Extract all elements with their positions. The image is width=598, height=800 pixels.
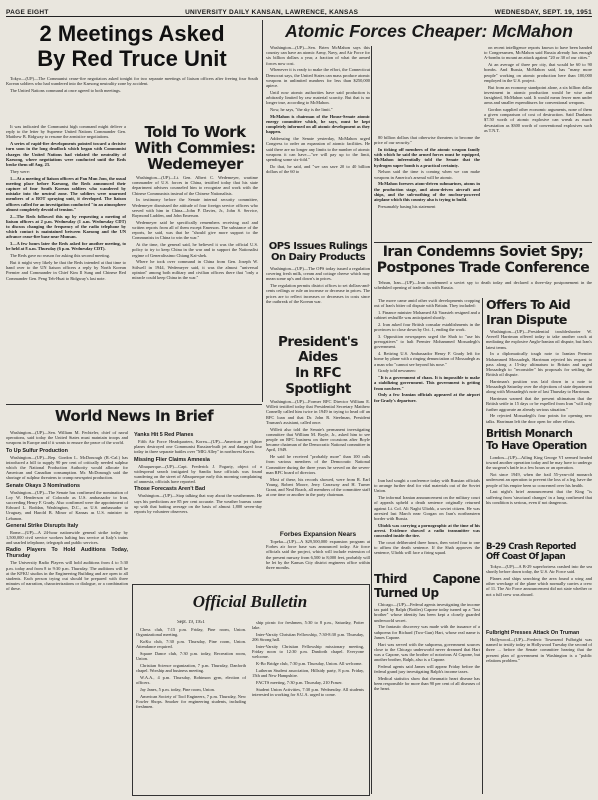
world-item-title: Senate Okays 3 Nominations	[6, 482, 80, 489]
ops-paragraph: Washington—(UP)—The OPS today issued a regulation covering fresh milk, cream and cottage cheese which may mean some up's and down's in prices.	[266, 266, 370, 282]
iran-paragraph: Grady told newsmen:	[378, 368, 416, 374]
offers-paragraph: Washington—(UP)—Presidential troubleshooter W. Averell Harriman offered today to take another crack at mediating the explosive Anglo-Iranian oil dispute, but Iran's latest terms.	[486, 329, 592, 350]
mcmahon-col-b	[374, 135, 480, 241]
world-news-col-a	[6, 430, 128, 794]
wedemeyer-headline-2: With Commies:	[134, 139, 256, 157]
capone-paragraph: Hart was served with the subpoena, government sources close to the Chicago underworld never dreamed that Hart was a Capone, was the brother of notorious Al Capone, but another brother, Ralph, also is a Capone.	[374, 641, 480, 663]
capone-paragraph: Chicago—(UP)—Federal agents investigating the income tax paid by Ralph (Bottles) Capone today turned up a "lost brother" whose identity has been kept a closely guarded underworld secret.	[374, 602, 480, 623]
world-item-text: Fifth Air Force Headquarters, Korea—(UP)—American jet fighter planes destroyed one Communist Russian-built jet and damaged four today in three separate battles over "MIG Alley" in northwest Korea.	[134, 439, 262, 455]
bulletin-item: Student Union Activities, 7:30 p.m. Wednesday. All students interested in working for S.U.A. urged to come.	[252, 686, 364, 697]
world-item-text: The University Radio Players will hold auditions from 4 to 5:30 p.m. today and from 8 to 9:30 p.m. Thursday. The auditions will be at the KFKU studios in the Engineering Building and are open to all students. Each person trying out should be prepared with three minutes of narration, characterizations or dialogue, or a combination of these.	[6, 560, 128, 592]
lead-paragraph: But it might very likely be that the Reds intended at that time to hand over to the UN liaison officers a reply by North Korean Premier and Commander in Chief Kim Il Sung and Chinese Red Commander Gen. Peng Teh-Huai to Ridgway's last note.	[6, 260, 126, 281]
offers-headline-2: Iran Dispute	[486, 312, 567, 327]
b29-paragraph: Planes and ships searching the area found a wing and other wreckage of the plane which normally carries a crew of 11. The Air Force announcement did not state whether or not a full crew was aboard.	[486, 576, 592, 597]
aides-story	[266, 335, 370, 515]
mcmahon-paragraph: Until now atomic authorities have said production is arbitrarily limited by raw material scarcity. But that is no longer true, according to McMahon.	[266, 89, 370, 106]
world-news-headline-box	[6, 406, 262, 428]
ops-paragraph: The regulation permits district offices to set dollars-and-cents ceilings or rule an increase or decrease in prices. The prices are to reflect increases or decreases in costs since the outbreak of the Korean war.	[266, 283, 370, 304]
wedemeyer-paragraph: In testimony before the Senate internal security committee, Wedemeyer dismissed the attitude of four foreign service officers who served with him in China—John P. Davies, Jr., John S. Service, Raymond Ludden, and John Emerson.	[132, 197, 258, 219]
mcmahon-paragraph: McMahon foresees atom-driven submarines, atoms in the production stage, and atom-driven aircraft and ships, and the sub-nothing of the nuclear-powered airplane which this country also is trying to build.	[374, 181, 480, 203]
world-item-text: Rome—(UP)—A 24-hour nationwide general strike today by 1,500,000 civil service workers halting bus service at Italy's trains and snarled telephone, telegraph and public services.	[6, 529, 128, 546]
capone-story	[374, 572, 480, 794]
column-rule	[482, 298, 483, 794]
world-item-text: Washington—(UP)—The Senate has confirmed the nomination of Loy W. Henderson of Colorado as U.S. ambassador to Iran, succeeding Henry F. Grady. Also confirmed were the appointment of Edward L. Roddan, Washington, D.C., as U.S. ambassador to Uruguay, and Harold B. Minor of Kansas as U.S. minister to Lebanon.	[6, 489, 128, 521]
bulletin-item: ship picnic for freshmen, 5:30 to 8 p.m., Saturday, Potter lake.	[252, 620, 364, 631]
forbes-story	[266, 530, 370, 588]
british-paragraph: Last night's brief announcement that the King "is suffering from 'structural changes' in a lung confirmed that his condition is serious, even if not dangerous.	[486, 489, 592, 505]
iran-paragraph: 2. Iran asked four British consular establishments in the provinces to close down by Oct. 1, ending the work.	[374, 322, 480, 333]
wedemeyer-paragraph: Where he took over command in China from Gen. Joseph W. Stilwell in 1944, Wedemeyer said, it was the almost "universal opinion" among both military and civilian officers there that "only a miracle could keep China in the war."	[132, 259, 258, 281]
mcmahon-paragraph: Now, he says, "the sky is the limit."	[270, 107, 333, 113]
bulletin-item: Inter-Varsity Christian Fellowship, 7:30-8:30 p.m. Thursday, 206 Strong hall.	[252, 632, 364, 643]
wedemeyer-paragraph: Wedemeyer said he specifically remembers receiving oral and written reports from all of them except Emerson. The substance of the reports, he said, was that he "should give more support to the Communists in China to win the war."	[132, 219, 258, 241]
bulletin-item: Christian Science organization, 7 p.m. Thursday, Danforth chapel. Worship and business meeting.	[136, 663, 246, 674]
mcmahon-paragraph: But from an economy standpoint alone, a six billion dollar investment in atomic production would be wise and farsighted, McMahon said. It would mean fewer men under arms and smaller expenditures for conventional weapons.	[484, 84, 592, 106]
forbes-headline: Forbes Expansion Nears	[279, 531, 357, 538]
wedemeyer-headline-3: Wedemeyer	[147, 155, 243, 173]
aides-headline-2: In RFC Spotlight	[285, 365, 351, 397]
aides-paragraph: Washington—(UP)—Former RFC Director William E. Willett testified today that Presidential Secretary Matthew Connelly called him twice in 1949 in trying to head off an RFC loan and that Dr. John R. Steelman, President Truman's assistant, called once.	[266, 399, 370, 425]
bulletin-item: Square Dance club, 7:30 p.m. today, Recreation room, Union.	[136, 651, 246, 662]
mcmahon-headline-box	[266, 20, 592, 44]
issue-date: WEDNESDAY, SEPT. 19, 1951	[494, 9, 592, 16]
iran-paragraph: Only a few Iranian officials appeared at the airport for Grady's departure.	[374, 392, 480, 403]
iran-paragraph: The court deliberated three hours, then voted four to one to affirm the death sentence. If the Shah approves the sentence, Ultobk will face a firing squad.	[374, 540, 480, 556]
bulletin-item: K-Bo Bridge club, 7:30 p.m. Thursday, Union. All welcome.	[256, 661, 363, 667]
offers-story	[486, 298, 592, 428]
lead-body-column	[6, 124, 126, 402]
iran-lead	[374, 280, 592, 298]
iran-paragraph: "It is a government of chaos. It is impossible to make a stabilizing government. This government is getting from nowhere."	[374, 375, 480, 391]
lead-paragraph: Tokyo—(UP)—The Communist cease-fire negotiators asked tonight for two separate meetings of liaison officers after freeing four South Korean soldiers who had wandered into the Kaesong neutrality zone by accident.	[6, 76, 258, 87]
iran-paragraph: 3. Opposition newspapers urged the Shah to "use his prerogatives" to halt Premier Mohammed Mossadegh's government.	[374, 334, 480, 350]
british-paragraph: London—(UP)—Ailing King George VI seemed headed toward another operation today and he may have to undergo the surgeon's knife in a few hours or an operation.	[486, 455, 592, 471]
mcmahon-paragraph: Do that, he said, and "we can save 20 to 40 billion dollars of the 60 to	[266, 163, 370, 175]
newspaper-name: UNIVERSITY DAILY KANSAN, LAWRENCE, KANSAS	[185, 9, 359, 16]
lead-headline-2: By Red Truce Unit	[37, 47, 227, 71]
mcmahon-col-c	[484, 45, 592, 241]
world-item-title: Missing Flier Claims Amnesia	[134, 456, 210, 463]
capone-paragraph: The fantastic discovery was made with the issuance of a subpoena for Richard (Two-Gun) Hart, whose real name is James Capone.	[374, 624, 480, 640]
lead-headline-1: 2 Meetings Asked	[39, 22, 225, 46]
iran-headline-1: Iran Condemns Soviet Spy;	[382, 244, 584, 260]
b29-headline-2: Off Coast Of Japan	[486, 552, 566, 562]
world-news-col-b	[134, 430, 262, 580]
iran-col-a	[374, 298, 480, 478]
mcmahon-paragraph: on recent intelligence reports known to have been handed to Congressmen, McMahon said Russia already has enough A-bombs to mount an attack against "20 or 30 of our cities."	[484, 45, 592, 61]
bulletin-date: Sept. 19, 1951	[177, 620, 205, 625]
world-item-text: Washington—(UP)—Stop talking that way about the weathermen. He says his predictions are 85 per cent accurate. The weather bureau came up with that batting average on the basis of almost 1,800 seven-day reports by volunteer observers.	[134, 493, 262, 515]
world-news-headline: World News In Brief	[54, 407, 214, 425]
offers-paragraph: In a diplomatically tough note to Iranian Premier Mohammed Mossadegh, Harriman rejected his request to pass along a 15-day ultimatum to Britain and urged Mossadegh to "reconsider" his proposals for settling the British oil dispute.	[486, 351, 592, 378]
wedemeyer-paragraph: At the time, the general said, he believed it was the official U.S. policy to try to keep China in the war and to support the Nationalist regime of Generalissimo Chiang Kai-shek.	[132, 242, 258, 258]
capone-paragraph: Federal agents said James will appear Friday before the federal grand jury investigating Ralph's income taxes.	[374, 664, 480, 675]
mcmahon-paragraph: In ticking off members of the atomic weapon family with which he said the armed forces must be equipped, McMahon inferentially told the Senate that the hydrogen super bomb is a practical certainty.	[374, 147, 480, 168]
lead-paragraph: 1—At a meeting of liaison officers at Pan Mun Jom, the usual meeting place before Kaesong, the Reds announced their capture of four South Korean soldiers who wandered by mistake into the neutral zone. The soldiers were unarmed members of a ROT spraying unit, it developed. The liaison officers called for an investigation conducted "in an atmosphere almost completely devoid of tension."	[6, 175, 126, 212]
b29-paragraph: Tokyo—(UP)—A B-29 superfortress crashed into the sea shortly before dawn today, the U.S. Air Force said.	[486, 564, 592, 575]
forbes-paragraph: Topeka—(UP)—A $29,500,000 expansion program at Forbes air force base was announced today. Air force officials said the project, which will include extension of the present runway from 6,500 to 8,000 feet, probably will be let by the Kansas City district engineers office within three months.	[266, 539, 370, 571]
masthead	[6, 4, 592, 17]
offers-paragraph: Harriman's position was laid down in a note to Mossadegh Saturday over the objections of state department along with Mossadegh's note of last Thursday to Harriman.	[486, 379, 592, 395]
world-item-title: Yanks Hit 5 Red Planes	[134, 432, 194, 438]
lead-headline-row-2	[6, 47, 258, 75]
mcmahon-headline: Atomic Forces Cheaper: McMahon	[285, 21, 573, 41]
lead-paragraph: The United Nations command at once agreed to both meetings.	[10, 88, 121, 93]
iran-lead-paragraph: Tehran, Iran—(UP)—Iran condemned a soviet spy to death today and declared a three-day postponement in the scheduled opening of trade talks with Russia.	[374, 280, 592, 291]
world-item-title: General Strike Disrupts Italy	[6, 522, 79, 529]
mcmahon-paragraph: Washington—(UP)—Sen. Brien McMahon says this country can have an atomic Army, Navy, and Air Force for six billion dollars a year, a fraction of what the armed forces now cost.	[266, 45, 370, 66]
mcmahon-paragraph: McMahon is chairman of the House-Senate atomic energy committee which, he says, must be kept completely informed on all atomic development as they happen.	[266, 113, 370, 135]
world-item-text: Washington—(UP)—Sen. William M. Fechteler, chief of naval operations, said today the United States must maintain troops and weapons in Europe and if it wants to ensure the peace of the world.	[6, 430, 128, 446]
aides-headline-1: President's Aides	[278, 335, 358, 365]
lead-paragraph: The Reds gave no reason for asking this second meeting.	[10, 253, 110, 259]
aides-paragraph: He said he received "probably more" than 100 calls from various members of the Democratic National Committee during the three years he served on the seven-man RFC board of directors.	[266, 454, 370, 475]
mcmahon-paragraph: Nelson said the time is coming when we can make weapons in America's arsenal will be atomic.	[374, 169, 480, 180]
fulbright-paragraph: Hollywood—(UP)—Frederic Townsend Fulbright was named to testify today in Hollywood Tuesday the second of three ... before the Senate committee hearing that the present plan of government in Washington is a "public relations problem."	[486, 637, 592, 663]
british-headline-2: To Have Operation	[486, 440, 587, 452]
b29-story	[486, 542, 592, 626]
offers-paragraph: He rejected Mossadegh's four points for opening new talks. Harriman left the door open for other efforts.	[486, 413, 592, 424]
offers-paragraph: Harriman warned that the present ultimatum that the British settle in 15 days or be expelled from Iran "will only further aggravate an already serious situation."	[486, 396, 592, 412]
capone-headline: Third Capone Turned Up	[374, 572, 480, 600]
iran-paragraph: 1. Finance minister Mohamed Ali Varasteh resigned and a cabinet reshuffle was anticipated shortly.	[374, 310, 480, 321]
wedemeyer-headline-1: Told To Work	[144, 124, 246, 141]
british-story	[486, 428, 592, 540]
bulletin-col-a	[136, 620, 246, 792]
lead-body-intro	[6, 76, 258, 122]
bulletin-item: Jay Janes, 5 p.m. today, Pine room, Union.	[140, 687, 215, 693]
aides-paragraph: Willett also told the Senate's permanent investigating committee that William M. Boyle, Jr., asked him to see people on RFC business on three occasions after Boyle became chairman of the Democratic National committee in April, 1949.	[266, 426, 370, 453]
mcmahon-paragraph: Addressing the Senate yesterday, McMahon urged Congress to order an expansion of atomic facilities. He said there are no longer any limits to the number of atomic weapons it can have—"we will pay up to the limit, spending some six-fold."	[266, 136, 370, 163]
section-rule	[374, 242, 592, 243]
bulletin-item: Lutheran Student association, Hillsidy party, 8 p.m. Friday, 15th and New Hampshire.	[252, 668, 364, 679]
iran-paragraph: The move came amid other swift developments cropping out of Iran's bitter oil dispute with Britain. They included:	[374, 298, 480, 309]
column-rule	[262, 20, 263, 402]
lead-paragraph: A series of rapid-fire developments pointed toward a decisive turn soon in the long deadlock which began with Communist charges the United Nations had violated the neutrality of Kaesong, where negotiations were conducted until the Reds broke them off Aug. 23.	[6, 141, 126, 168]
world-item-title: Those Forecasts Aren't Bad	[134, 486, 206, 493]
mcmahon-paragraph: Gordon supplied other economic arguments, none of them a given comparison of cost of destruction. Said Dunham: $7.50 worth of atomic explosive can wreak as much devastation as $300 worth of conventional explosives such as T.N.T.	[484, 107, 592, 133]
bulletin-item: American Society of Tool Engineers, 7 p.m. Thursday, New Fowler Shops. Smoker for engineering students, including freshmen.	[136, 694, 246, 710]
bulletin-item: W.A.A., 4 p.m. Thursday, Robinson gym, election of officers.	[136, 675, 246, 686]
ops-story	[266, 241, 370, 335]
lead-paragraph: 2—The Reds followed this up by requesting a meeting of liaison officers at 2 p.m. Wednesday (1 a.m. Wednesday CDT) to discuss changing the frequency of the radio telephone by which contact is maintained between Kaesong and the UN advance cease-fire base near Munsan.	[6, 213, 126, 240]
world-item-text: Washington—(UP)—Rep. Gordon L. McDonough (R.-Cal.) has introduced a bill to supply 90 per cent of critically needed sulphur which the National Production Authority would allocate for American and Canadian consumption. Mr. McDonough said the shortage of sulphur threatens to cramp newsprint production.	[6, 454, 128, 481]
bulletin-item: FACTS meeting, 7:30 p.m. Thursday, 210 Fraser.	[256, 680, 343, 685]
offers-headline-1: Offers To Aid	[486, 298, 571, 312]
lead-paragraph: 3—A few hours later the Reds asked for another meeting, to be held at 8 a.m. Thursday (6 p.m. Wednesday CDT).	[6, 241, 126, 252]
bulletin-item: Chess club, 7:15 p.m. Friday, Pine room, Union. Organizational meeting.	[136, 627, 246, 638]
wedemeyer-story	[132, 124, 258, 402]
iran-paragraph: Iran had sought a conference today with Russian officials to arrange further deal for vital materials out of the Soviet Union.	[374, 478, 480, 494]
page-number: PAGE EIGHT	[6, 9, 49, 16]
official-bulletin-title: Official Bulletin	[192, 592, 308, 611]
bulletin-col-b	[252, 620, 364, 792]
bulletin-item: KoKu club, 7:30 p.m. Thursday, Pine room, Union. Attendance required.	[136, 639, 246, 650]
ops-headline-1: OPS Issues Rulings	[268, 241, 368, 252]
iran-headline-box	[374, 244, 592, 278]
aides-paragraph: Most of these, his records showed, were from R. Earl Young, Robert Moore, Jerry Carraway and H. Turner Grant, and Neal Roach, all members of the committee staff at one time or another in the party chairman.	[266, 476, 370, 498]
world-item-text: Albuquerque—(UP)—Capt. Frederick J. Fogarty, object of a widespread search instigated by Sandia base officials was found wandering on the street of Albuquerque early this morning complaining of amnesia, officials have reported.	[134, 463, 262, 485]
british-headline-1: British Monarch	[486, 428, 573, 440]
iran-col-b	[374, 478, 480, 570]
world-item-title: Radio Players To Hold Auditions Today, Thursday	[6, 547, 128, 560]
lead-paragraph: They were:	[10, 168, 30, 174]
column-rule	[371, 46, 372, 794]
british-paragraph: Not since 1949, when the frail 55-year-old monarch underwent an operation to prevent the loss of a leg, have the people of his empire been so concerned over his health.	[486, 472, 592, 488]
lead-paragraph: It was indicated the Communist high command might deliver a reply to the letter by Supreme United Nations Commander Gen. Matthew B. Ridgway to resume the armistice negotiations.	[6, 124, 126, 140]
iran-paragraph: 4. Retiring U.S. Ambassador Henry F. Grady left for home by plane with a ringing denunciation of Mossadegh as a man who "cannot see beyond his nose."	[374, 351, 480, 367]
world-item-title: To Up Sulfur Production	[6, 447, 68, 454]
bulletin-item: Inter-Varsity Christian Fellowship missionary meeting, Friday noon to 12:30 p.m. Danforth chapel. Everyone welcome.	[252, 644, 364, 660]
iran-paragraph: The informal Iranian announcement on the military court of appeals upheld a death sentence originally returned against Lt. Col. Ali Naghi Ultobk, a soviet citizen. He was arrested last March near Gorgan on Iran's northeastern border with Russia.	[374, 495, 480, 522]
mcmahon-col-a	[266, 45, 370, 241]
iran-paragraph: Ultobk was carrying a pornographic at the time of his arrest. Evidence showed a radio transmitter was concealed inside the tire.	[374, 522, 480, 539]
mcmahon-paragraph: 80 billion dollars that otherwise threatens to become the price of our security."	[374, 135, 480, 146]
mcmahon-paragraph: Whenever it is ready to make the effort, the Connecticut Democrat says, the United States can mass produce atomic weapons in unlimited numbers for less than $250,000 apiece.	[266, 67, 370, 89]
fulbright-story	[486, 628, 592, 794]
capone-paragraph: Medical statistics show that rheumatic heart disease has been responsible for more than 90 per cent of all diseases of the heart.	[374, 676, 480, 692]
wedemeyer-paragraph: Washington—(UP)—Lt. Gen. Albert C. Wedemeyer, wartime commander of U.S. forces in China, testified today that his state department advisers counseled him to recognize and work with the Chinese Communists instead of the Chinese Nationalists.	[132, 175, 258, 196]
ops-headline-2: On Dairy Products	[270, 252, 366, 263]
mcmahon-paragraph: Presumably basing his statement	[378, 203, 436, 209]
official-bulletin-title-box	[134, 590, 366, 616]
iran-headline-2: Postpones Trade Conference	[376, 260, 590, 276]
fulbright-headline: Fulbright Presses Attack On Truman	[486, 630, 580, 636]
b29-headline-1: B-29 Crash Reported	[486, 542, 576, 552]
mcmahon-paragraph: At an average of three per city, that would be 60 to 90 bombs. And Russia, McMahon said, has "many more people" working on atomic production here than 100,000 employed in the U.S. project.	[484, 62, 592, 83]
